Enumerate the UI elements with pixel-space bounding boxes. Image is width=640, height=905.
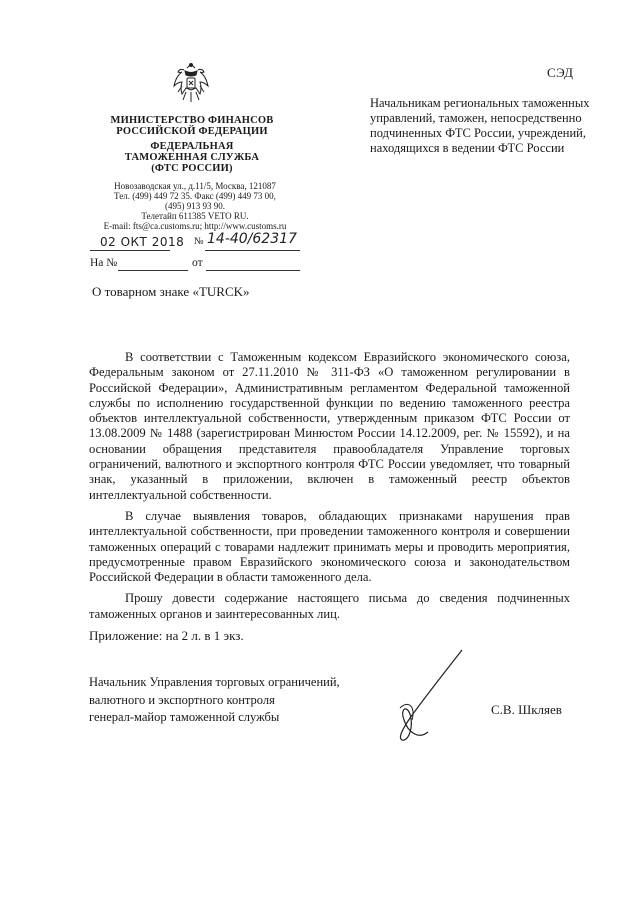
reference-date-line (206, 270, 300, 271)
signer-name: С.В. Шкляев (491, 702, 562, 717)
handwritten-signature (388, 648, 468, 748)
signer-title-line-2: валютного и экспортного контроля (89, 692, 275, 707)
service-line-3: (ФТС РОССИИ) (151, 163, 233, 174)
body-paragraph-1: В соответствии с Таможенным кодексом Евразийского экономического союза, Федеральным законом от 27.11.2010 № 311-ФЗ «О таможенном регулировании в Российской Федерации», Административным регламентом Федеральной таможенной службы по исполнению государственной функции по ведению таможенного реестра объектов интеллектуальной собственности, утвержденным приказом ФТС России от 13.08.2009 № 1488 (зарегистрирован Минюстом России 14.12.2009, рег. № 15592), и на основании обращения представителя правообладателя Управление торговых ограничений, валютного и экспортного контроля ФТС России уведомляет, что товарный знак, указанный в приложении, включен в таможенный реестр объектов интеллектуальной собственности. (89, 350, 570, 502)
service-line-2: ТАМОЖЕННАЯ СЛУЖБА (124, 152, 260, 163)
date-underline (90, 250, 170, 251)
letter-body (89, 350, 570, 628)
addressee-block: Начальникам региональных таможенных управлений, таможен, непосредственно подчиненных ФТС России, учреждений, находящихся в ведении ФТС России (370, 96, 590, 155)
address-line-5: E-mail: fts@ca.customs.ru; http://www.customs.ru (103, 221, 287, 231)
address-line-4: Телетайп 611385 VETO RU. (141, 211, 249, 221)
body-paragraph-3: Прошу довести содержание настоящего письма до сведения подчиненных таможенных органов и заинтересованных лиц. (89, 591, 570, 621)
body-paragraph-2: В случае выявления товаров, обладающих признаками нарушения прав интеллектуальной собственности, при проведении таможенного контроля и совершении таможенных операций с товарами надлежит принимать меры и проводить мероприятия, предусмотренные правом Евразийского экономического союза и законодательством Российской Федерации в области таможенного дела. (89, 508, 570, 585)
sed-mark: СЭД (547, 65, 574, 80)
ministry-line-2: РОССИЙСКОЙ ФЕДЕРАЦИИ (116, 126, 268, 137)
signer-title-line-1: Начальник Управления торговых ограничений, (89, 675, 340, 689)
reference-number-line (118, 270, 188, 271)
registration-number-prefix: № (194, 236, 204, 247)
signer-title-line-3: генерал-майор таможенной службы (89, 710, 280, 724)
address-line-2: Тел. (499) 449 72 35. Факс (499) 449 73 00, (114, 191, 276, 201)
address-line-3: (495) 913 93 90. (165, 201, 225, 211)
reference-label: На № (90, 257, 118, 269)
ministry-line-1: МИНИСТЕРСТВО ФИНАНСОВ (110, 115, 274, 126)
reference-from-label: от (192, 257, 203, 269)
attachment-note: Приложение: на 2 л. в 1 экз. (89, 628, 244, 643)
registration-date: 02 ОКТ 2018 (100, 235, 185, 249)
registration-number: 14-40/62317 (207, 231, 297, 247)
coat-of-arms-emblem (172, 62, 210, 106)
number-underline (205, 250, 300, 251)
letter-subject: О товарном знаке «TURCK» (92, 284, 250, 299)
signer-title (89, 674, 340, 727)
service-line-1: ФЕДЕРАЛЬНАЯ (150, 141, 234, 152)
address-line-1: Новозаводская ул., д.11/5, Москва, 121087 (114, 181, 276, 191)
